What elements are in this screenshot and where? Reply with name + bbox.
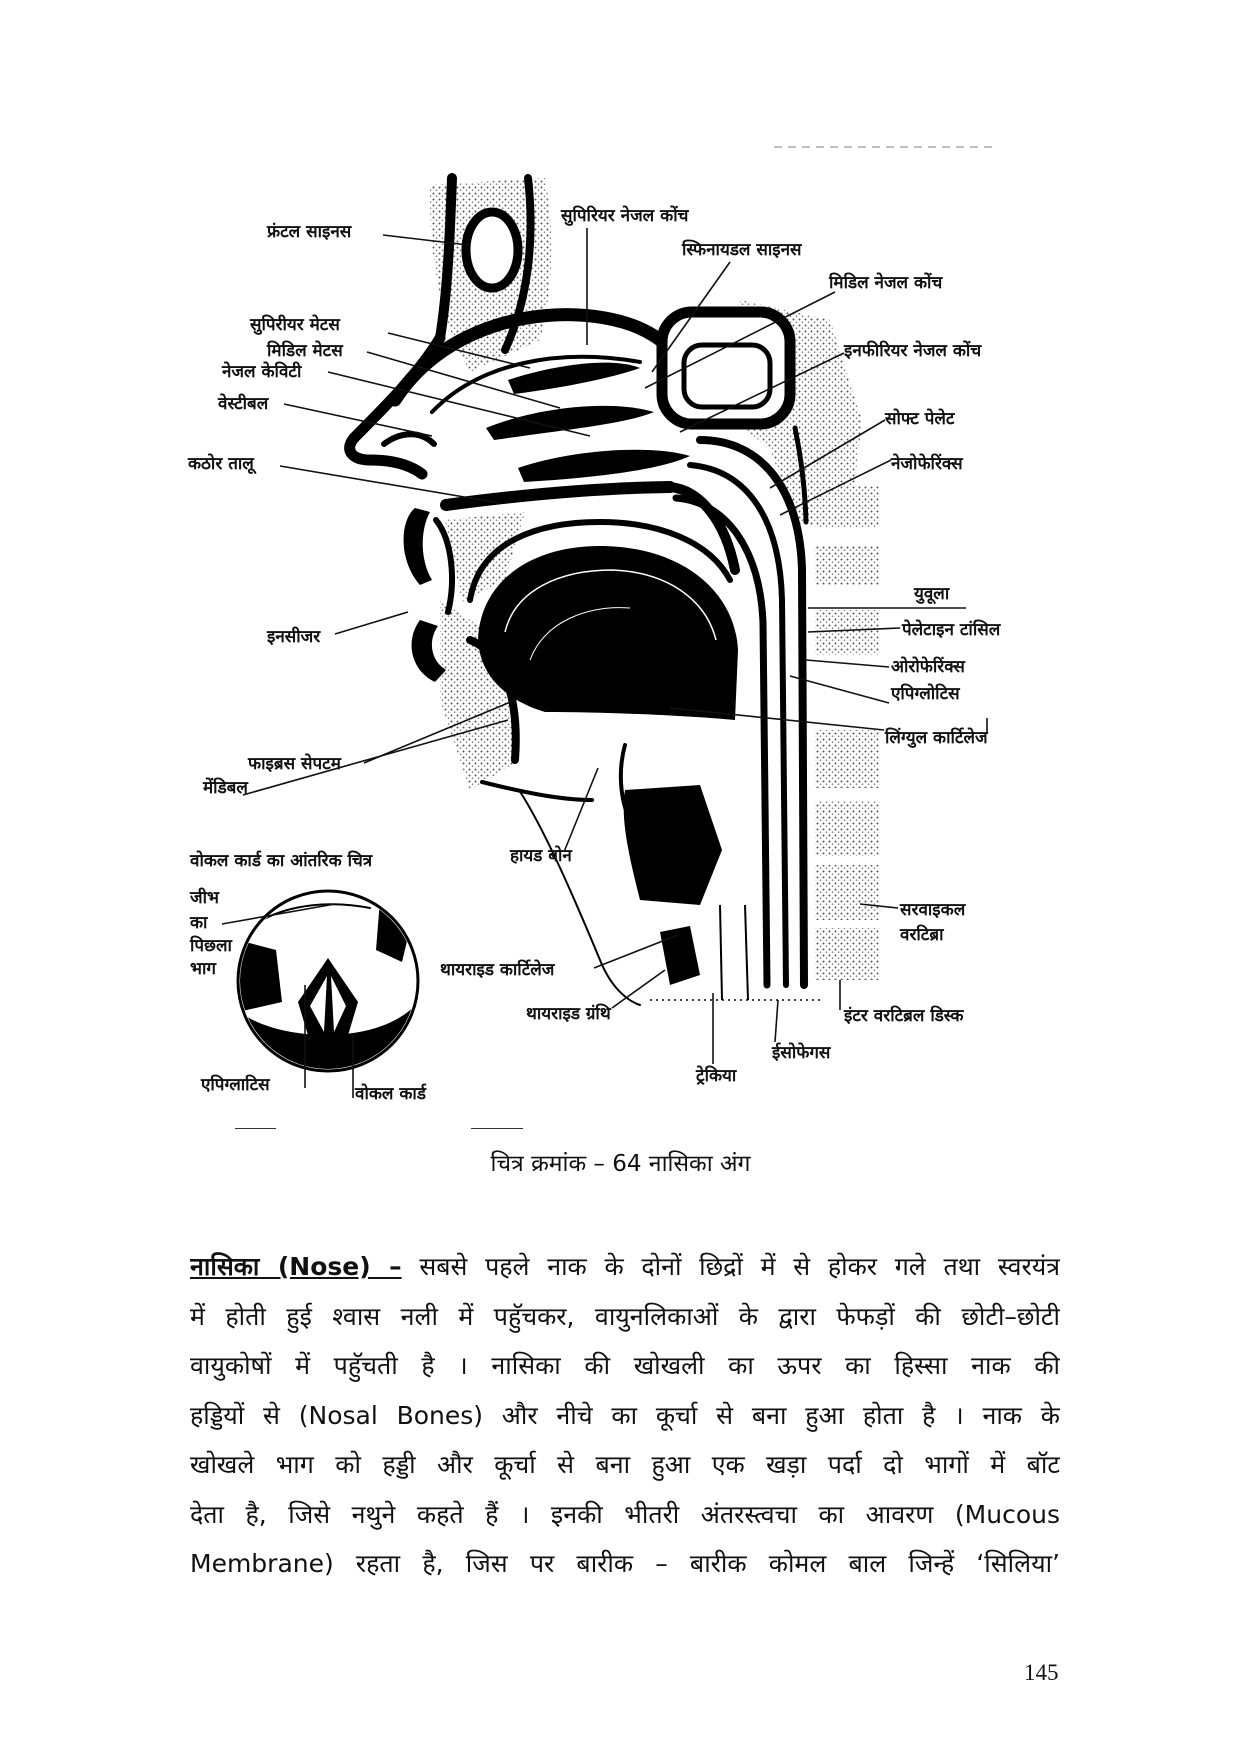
label-cervical-vertebra-1: सरवाइकल	[900, 900, 966, 920]
label-nasopharynx: नेजोफेरिंक्स	[891, 454, 963, 474]
paragraph-line	[190, 1440, 1060, 1490]
label-hyoid-bone: हायड बोन	[510, 846, 572, 866]
leader-thyroid-gland	[612, 970, 665, 1008]
section-heading: नासिका (Nose) –	[190, 1252, 402, 1281]
floor-of-mouth	[482, 782, 592, 800]
label-tongue-back-1: जीभ	[190, 888, 219, 908]
body-paragraph	[190, 1242, 1060, 1589]
label-frontal-sinus: फ्रंटल साइनस	[267, 222, 352, 242]
label-lingual-cartilage: लिंग्युल कार्टिलेज	[885, 728, 988, 748]
paragraph-line-text: Membrane) रहता है, जिस पर बारीक – बारीक कोमल बाल जिन्हें ‘सिलिया’	[190, 1549, 1060, 1578]
tongue-dome	[478, 546, 738, 720]
vertebra	[815, 485, 880, 527]
label-hard-palate: कठोर तालू	[188, 454, 254, 474]
label-tongue-back-4: भाग	[190, 959, 216, 979]
paragraph-line-text: वायुकोषों में पहुॅचती है । नासिका की खोखली का ऊपर का हिस्सा नाक की	[190, 1351, 1060, 1380]
paragraph-line-text: हड्डियों से (Nosal Bones) और नीचे का कूर्चा से बना हुआ होता है । नाक के	[190, 1400, 1060, 1430]
label-fibrous-septum: फाइब्रस सेपटम	[248, 754, 341, 774]
vertebra	[815, 865, 880, 920]
label-epiglottis: एपिग्लोटिस	[891, 684, 960, 704]
label-vestibule: वेस्टीबल	[218, 394, 269, 414]
leader-oesophagus	[775, 1000, 778, 1042]
paragraph-line-text: खोखले भाग को हड्डी और कूर्चा से बना हुआ एक खड़ा पर्दा दो भागों में बॉट	[190, 1450, 1060, 1479]
label-tongue-back-3: पिछला	[190, 936, 232, 956]
label-oropharynx: ओरोफेरिंक्स	[891, 657, 965, 677]
label-mandible: मेंडिबल	[203, 778, 248, 798]
trachea-line	[745, 905, 748, 1000]
thyroid-gland-shape	[660, 926, 700, 985]
middle-concha-shape	[486, 406, 654, 440]
label-middle-nasal-concha: मिडिल नेजल कोंच	[829, 273, 943, 293]
label-soft-palate: सोफ्ट पेलेट	[885, 409, 955, 429]
leader-hard-palate	[280, 466, 500, 503]
paragraph-line	[190, 1391, 1060, 1441]
paragraph-line	[190, 1242, 1060, 1292]
label-superior-nasal-concha: सुपिरियर नेजल कोंच	[561, 206, 689, 226]
label-uvula: युवूला	[914, 584, 950, 604]
page-number: 145	[1024, 1660, 1059, 1685]
label-inset-title: वोकल कार्ड का आंतरिक चित्र	[190, 851, 373, 871]
vertebra	[815, 545, 880, 585]
label-vocal-cord: वोकल कार्ड	[355, 1084, 426, 1104]
label-thyroid-cartilage: थायराइड कार्टिलेज	[440, 960, 555, 980]
frontal-sinus-shape	[466, 212, 518, 288]
larynx-shape	[624, 785, 722, 905]
vertebra	[815, 730, 880, 788]
label-sphenoidal-sinus: स्फिनायडल साइनस	[682, 240, 802, 260]
label-cervical-vertebra-2: वरटिब्रा	[900, 925, 944, 945]
label-intervertebral-disc: इंटर वरटिब्रल डिस्क	[844, 1006, 964, 1026]
paragraph-line	[190, 1539, 1060, 1589]
label-inferior-nasal-concha: इनफीरियर नेजल कोंच	[844, 341, 982, 361]
leader-hyoid-bone	[564, 768, 598, 852]
label-trachea: ट्रेकिया	[696, 1066, 737, 1086]
vocal-cord-inset	[238, 891, 420, 1075]
leader-oropharynx	[806, 660, 889, 667]
label-superior-meatus: सुपिरीयर मेटस	[250, 315, 340, 335]
vertebra	[815, 801, 880, 856]
nostril-outline	[384, 434, 434, 444]
paragraph-line-text: देता है, जिसे नथुने कहते हैं । इनकी भीतरी अंतरस्त्वचा का आवरण (Mucous	[190, 1499, 1060, 1529]
trachea-line	[720, 905, 722, 1000]
hard-palate	[446, 487, 670, 505]
vertebra	[815, 928, 880, 980]
pharynx-wall-middle	[690, 465, 786, 985]
caption-rule-right	[471, 1128, 523, 1129]
sphenoid-sinus-inner	[684, 345, 770, 407]
leader-incisor	[335, 612, 408, 634]
caption-rule-left	[235, 1128, 276, 1129]
label-middle-meatus: मिडिल मेटस	[267, 341, 343, 361]
label-thyroid-gland: थायराइड ग्रंथि	[526, 1004, 611, 1024]
label-palatine-tonsil: पेलेटाइन टांसिल	[902, 620, 1001, 640]
paragraph-line	[190, 1292, 1060, 1342]
label-tongue-back-2: का	[190, 913, 208, 933]
label-oesophagus: ईसोफेगस	[772, 1043, 831, 1063]
label-inset-epiglottis: एपिग्लाटिस	[201, 1075, 270, 1095]
paragraph-line-text: में होती हुई श्वास नली में पहुॅचकर, वायुनलिकाओं के द्वारा फेफड़ों की छोटी–छोटी	[190, 1301, 1060, 1331]
figure-caption: चित्र क्रमांक – 64 नासिका अंग	[490, 1151, 751, 1177]
label-incisor: इनसीजर	[267, 627, 321, 647]
paragraph-line	[190, 1490, 1060, 1540]
paragraph-line	[190, 1341, 1060, 1391]
paragraph-line-text: सबसे पहले नाक के दोनों छिद्रों में से होकर गले तथा स्वरयंत्र	[419, 1252, 1060, 1281]
vertebra	[815, 610, 880, 655]
inferior-concha-shape	[518, 450, 690, 482]
upper-lip	[404, 508, 432, 585]
leader-lingual-cartilage	[670, 708, 884, 730]
label-nasal-cavity: नेजल केविटी	[222, 362, 302, 382]
